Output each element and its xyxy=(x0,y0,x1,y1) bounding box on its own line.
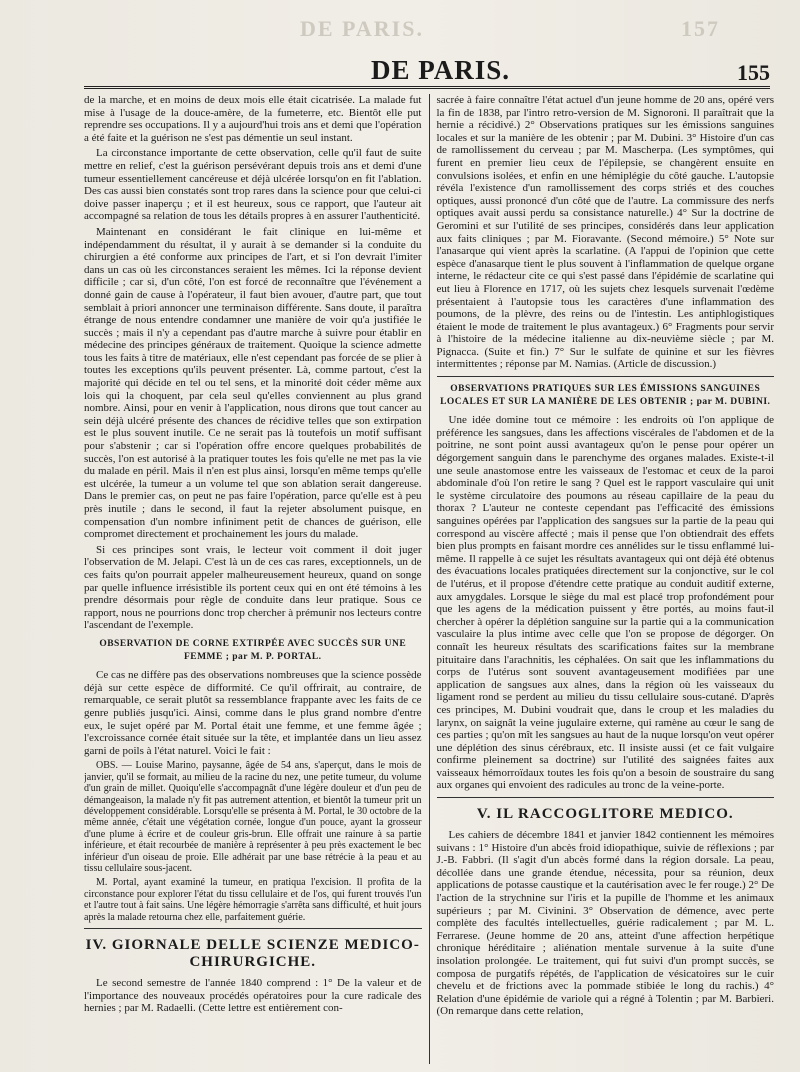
paragraph: Si ces principes sont vrais, le lecteur voit comment il doit juger l'observation de M. Jelapi. C'est là un de ces cas rares, exceptionnels, un de ces faits qu'on pourrait appeler malheureusement heureux, quand on songe par quelle influence irrésistible ils portent ceux qui en ont été témoins à les prendre désormais pour règle de conduite dans leur pratique. Sous ce rapport, nous ne pourrions donc trop chercher à prémunir nos lecteurs contre l'ascendant de l'exemple. xyxy=(84,543,422,632)
paragraph: de la marche, et en moins de deux mois elle était cicatrisée. La malade fut mise à l'usage de la douce-amère, de la fumeterre, etc. Bientôt elle put reprendre ses occupations. Il y a aujourd'hui trois ans et demi que l'opération a été faite et la guérison ne s'est pas démentie un seul instant. xyxy=(84,94,422,144)
section-divider xyxy=(437,376,775,377)
page-title: DE PARIS. xyxy=(370,55,511,85)
bleed-through-header xyxy=(300,16,720,42)
bleed-through-page-number: 157 xyxy=(681,16,720,41)
article-caption: OBSERVATIONS PRATIQUES SUR LES ÉMISSIONS SANGUINES LOCALES ET SUR LA MANIÈRE DE LES OBTENIR ; par M. DUBINI. xyxy=(440,384,771,407)
observation-paragraph: OBS. — Louise Marino, paysanne, âgée de 54 ans, s'aperçut, dans le mois de janvier, qu'il se formait, au milieu de la racine du nez, une petite tumeur, du volume d'un grain de millet. Quoiqu'elle s'accompagnât d'une légère douleur et d'un peu de démangeaison, la malade n'y fit pas autrement attention, et bientôt la tumeur prit un développement considérable. Lorsqu'elle se présenta à M. Portal, le 30 octobre de la même année, c'était une végétation cornée, longue d'un pouce, ayant la grosseur d'une plume à écrire et de couleur gris-brun. Elle offrait une rainure à sa partie inférieure, et était recourbée de manière à représenter à peu près exactement le bec inférieur d'un oiseau de proie. Elle adhérait par une base rétrécie à la peau et au tissu cellulaire sous-jacent. xyxy=(84,760,422,874)
article-caption: OBSERVATION DE CORNE EXTIRPÉE AVEC SUCCÈS SUR UNE FEMME ; par M. P. PORTAL. xyxy=(99,638,407,662)
bleed-through-title: DE PARIS. xyxy=(300,16,424,41)
page-number: 155 xyxy=(737,60,770,85)
section-divider xyxy=(437,797,775,798)
text-columns xyxy=(84,94,774,1064)
section-heading: IV. GIORNALE DELLE SCIENZE MEDICO-CHIRURGICHE. xyxy=(85,936,420,970)
paragraph: Le second semestre de l'année 1840 comprend : 1° De la valeur et de l'importance des nouveaux procédés opératoires pour la cure radicale des hernies ; par M. Radaelli. (Cette lettre est entièrement con- xyxy=(84,976,422,1015)
page-header xyxy=(84,52,770,89)
section-heading: V. IL RACCOGLITORE MEDICO. xyxy=(476,806,734,823)
section-divider xyxy=(84,928,422,929)
paragraph: Les cahiers de décembre 1841 et janvier 1842 contiennent les mémoires suivans : 1° Histoire d'un abcès froid idiopathique, suivie de réflexions ; par J.-B. Fabbri. (Il s'agit d'un abcès formé dans la région dorsale. La peau, décollée dans une grande étendue, nécessita, pour sa réunion, deux applications de potasse caustique et la cautérisation avec le fer rouge.) 2° De l'action de la strychnine sur l'iris et la pupille de l'homme et les animaux supérieurs ; par M. Civinini. 3° Observation de démence, avec perte complète des facultés intellectuelles, guérie radicalement ; par M. L. Ferrarese. (Jeune homme de 20 ans, atteint d'une affection herpétique chronique héréditaire ; aliénation mentale survenue à la suite d'une insolation prolongée. Le traitement, qui fut suivi d'un prompt succès, se composa de purgatifs répétés, de l'application de vésicatoires sur le cuir chevelu et de frictions avec la pommade stibiée le long du rachis.) 4° Relation d'une épidémie de variole qui a régné à Tolentin ; par M. Barbieri. (On remarque dans cette relation, xyxy=(436,829,774,1018)
paragraph: La circonstance importante de cette observation, celle qu'il faut de suite mettre en relief, c'est la guérison persévérant depuis trois ans et demi d'une tumeur essentiellement cancéreuse et déjà ulcérée lorsqu'on en fit l'ablation. Des cas aussi bien constatés sont trop rares dans la science pour que celui-ci doive passer inaperçu ; et il est heureux, sous ce rapport, que l'auteur ait accompagné sa relation de tous les détails propres à en assurer l'authenticité. xyxy=(84,147,422,223)
left-column xyxy=(84,94,430,1064)
observation-paragraph: M. Portal, ayant examiné la tumeur, en pratiqua l'excision. Il profita de la circonstance pour explorer l'état du tissu cellulaire et de l'os, qui furent trouvés l'un et l'autre tout à fait sains. Une légère hémorragie s'arrêta sans difficulté, et huit jours après la malade retourna chez elle, parfaitement guérie. xyxy=(84,877,422,923)
paragraph: Maintenant en considérant le fait clinique en lui-même et indépendamment du résultat, il y aurait à se demander si la conduite du chirurgien a été conforme aux principes de l'art, et si l'on devrait l'imiter dans un cas où les circonstances seraient les mêmes. Ici la réponse devient difficile ; car si, d'un côté, l'on est forcé de reconnaître que l'événement a donné gain de cause à l'opérateur, il faut bien avouer, d'autre part, que tout semblait à priori annoncer une terminaison différente. Sans doute, il paraîtra étrange de nous entendre condamner une manière de voir qu'a justifiée le succès ; mais il n'y a cependant pas d'autre marche à suivre pour établir en médecine des principes généraux de traitement. Quoique la science admette tous les faits à titre de matériaux, elle n'est cependant pas forcée de se plier à toutes les exceptions qu'ils peuvent présenter. Là, comme partout, c'est la majorité qui décide en tel ou tel sens, et la minorité doit céder même aux lois qui la choquent, par cela seul qu'elles conviennent au plus grand nombre. Ainsi, pour en venir à l'application, nous dirons que tout cancer au sein déjà ulcéré présente des chances de récidive telles que son extirpation est le plus souvent inutile. Ce ne serait pas là toutefois un motif suffisant pour s'abstenir ; car si l'opération offre encore quelques probabilités de succès, l'on est autorisé à la pratiquer toutes les fois qu'elle ne met pas la vie du malade en péril. Mais il n'en est plus ainsi, lorsqu'en même temps qu'elle est ulcérée, la tumeur a un volume tel que son ablation serait dangereuse. Dans le premier cas, on peut ne pas faire l'opération, parce qu'elle est à peu près inutile ; dans le second, il faut la rejeter absolument puisque, en compensation d'un nombre infiniment petit de chances de guérison, elle compromet directement et prochainement les jours du malade. xyxy=(84,225,422,541)
paragraph: Ce cas ne diffère pas des observations nombreuses que la science possède déjà sur cette espèce de difformité. Ce qu'il offrirait, au contraire, de remarquable, ce serait plutôt sa ressemblance frappante avec les faits de ce genre publiés jusqu'ici. Ainsi, comme dans le plus grand nombre d'entre eux, le sujet opéré par M. Portal était une femme, et une femme âgée ; l'excroissance cornée était située sur la tête, et implantée dans un lieu assez garni de poils à l'état naturel. Voici le fait : xyxy=(84,669,422,757)
right-column xyxy=(430,94,775,1064)
paragraph: sacrée à faire connaître l'état actuel d'un jeune homme de 20 ans, opéré vers la fin de 1838, par l'intro retro-version de M. Signoroni. Il paraîtrait que la hernie a récidivé.) 2° Observations pratiques sur les émissions sanguines locales et sur la manière de les obtenir ; par M. Dubini. 3° Histoire d'un cas de ramollissement du cerveau ; par M. Mascherpa. (Les symptômes, qui furent en premier lieu ceux de l'épilepsie, se changèrent ensuite en convulsions isolées, et enfin en une hémiplégie du côté gauche. L'autopsie révéla l'existence d'un ramollissement des corps striés et des couches optiques, aussi prononcé d'un côté que de l'autre. La commissure des nerfs optiques avait aussi perdu sa consistance naturelle.) 4° Sur la doctrine de Geromini et sur l'utilité de ses principes, considérés dans leur application aux faits cliniques ; par M. Fioravante. (Second mémoire.) 5° Note sur l'anasarque qui vient après la scarlatine. (A l'appui de l'opinion que cette espèce d'anasarque tient le plus souvent à l'inflammation de quelque organe interne, le rédacteur cite ce qui s'est passé dans l'épidémie de scarlatine qui eut lieu à Florence en 1717, où les sujets chez lesquels survenait l'œdème présentaient à l'autopsie tous les caractères d'une inflammation des poumons, de la plèvre, des reins ou de l'intestin. Les antiphlogistiques étaient le mode de traitement le plus avantageux.) 6° Fragments pour servir à l'histoire de la médecine italienne au dix-neuvième siècle ; par M. Pignacca. (Suite et fin.) 7° Sur le sulfate de quinine et sur les fièvres intermittentes ; réponse par M. Namias. (Article de discussion.) xyxy=(436,94,774,371)
paragraph: Une idée domine tout ce mémoire : les endroits où l'on applique de préférence les sangsues, dans les affections viscérales de l'abdomen et de la poitrine, ne sont point aussi avantageux qu'on le pense pour opérer un dégorgement sanguin dans le parenchyme des organes malades. Existe-t-il une seule anastomose entre les vaisseaux de l'estomac et ceux de la paroi abdominale d'où l'on retire le sang ? Quel est le rapport vasculaire qui unit le système circulatoire des poumons au réseau capillaire de la peau du thorax ? L'auteur ne conteste cependant pas l'efficacité des émissions sanguines opérées par l'application des sangsues sur la partie de la peau qui correspond au viscère affecté ; mais il pense que l'on obtiendrait des effets bien plus prompts en faisant mordre ces annélides sur le tissu enflammé lui-même. Il rappelle à ce sujet les résultats avantageux qui ont déjà été obtenus des évacuations locales pratiquées directement sur la conjonctive, sur le col de l'utérus, et il propose d'étendre cette pratique au conduit auditif externe, aux amygdales. Lorsque le siège du mal est placé trop profondément pour que les agens de la médication puissent y être portés, au moins faut-il chercher à opérer la déplétion sanguine sur la partie qui a la communication vasculaire la plus intime avec celle que l'on se propose de dégorger. On connaît les heureux résultats des scarifications faites sur la membrane pituitaire dans l'arachnitis, les céphalées. On sait que les inflammations du corps de l'utérus sont souvent avantageusement modifiées par une application de sangsues aux alnes, dans la région où les vaisseaux du ligament rond se perdent au milieu du tissu cellulaire sous-cutané. D'après ces principes, M. Dubini voudrait que, dans le croup et les maladies du larynx, on saignât la veine jugulaire externe, qui ramène au cœur le sang de ces parties ; qu'on mît les sangsues au haut de la nuque lorsqu'on veut opérer une déplétion des sinus cérébraux, etc. Il insiste aussi (et ce fait vulgaire confirme pleinement sa doctrine) sur l'utilité des saignées faites aux vaisseaux hémorroïdaux toutes les fois qu'on a besoin de soustraire du sang aux organes qui envoient des radicules au tronc de la veine-porte. xyxy=(436,414,774,792)
